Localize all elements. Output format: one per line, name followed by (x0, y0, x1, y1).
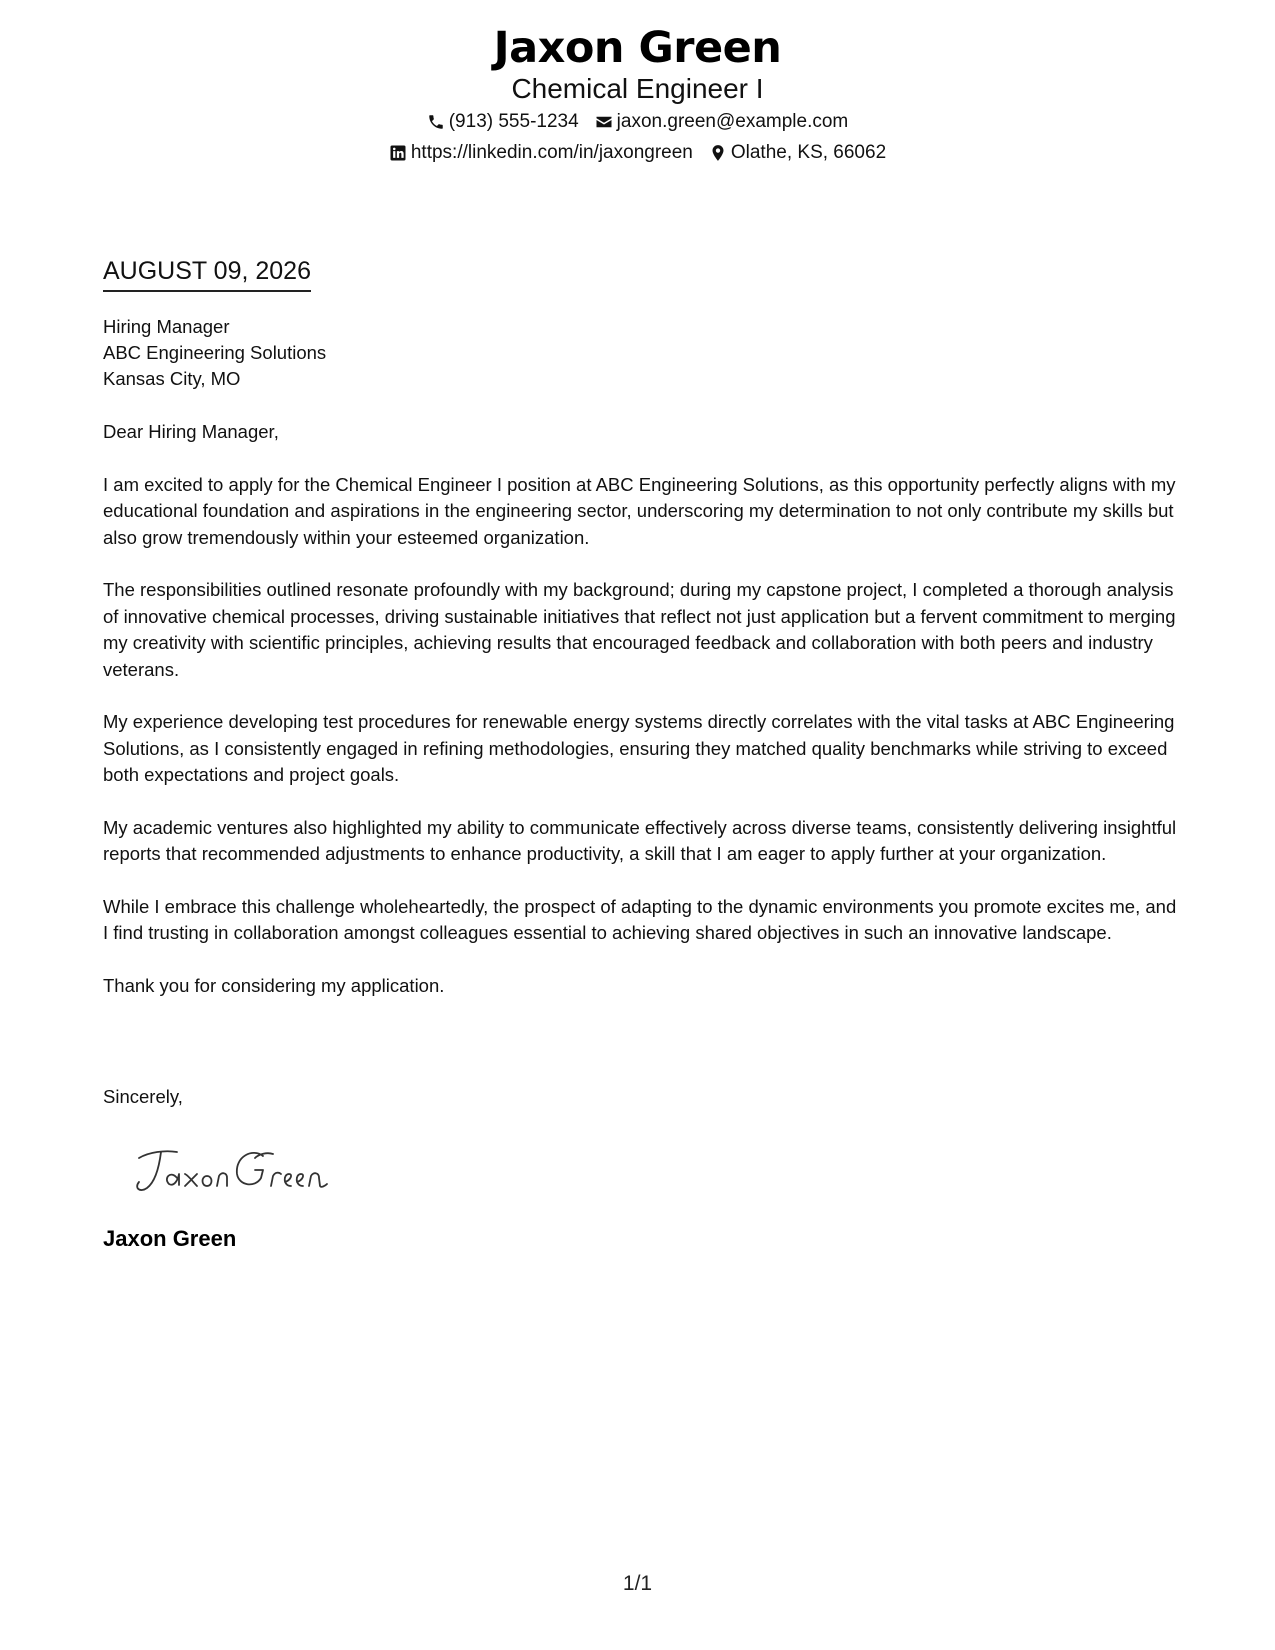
envelope-icon (595, 113, 613, 131)
contact-row-primary (0, 109, 1275, 135)
body-paragraph: My academic ventures also highlighted my ability to communicate effectively across diverse teams, consistently delivering insightful reports that recommended adjustments to enhance productivity, a skill that I am eager to apply further at your organization. (103, 816, 1177, 864)
recipient-block (103, 314, 326, 392)
body-paragraph: My experience developing test procedures for renewable energy systems directly correlates with the vital tasks at ABC Engineering Solutions, as I consistently engaged in refining methodologies, ensuring they matched quality benchmarks while striving to exceed both expectations and project goals. (103, 711, 1175, 785)
linkedin-contact[interactable] (389, 140, 693, 166)
body-paragraph: The responsibilities outlined resonate profoundly with my background; during my capstone project, I completed a thorough analysis of innovative chemical processes, driving sustainable initiatives that reflect not just application but a fervent commitment to merging my creativity with scientific principles, achieving results that encouraged feedback and collaboration with both peers and industry veterans. (103, 579, 1176, 680)
phone-icon (427, 113, 445, 131)
phone-contact (427, 109, 579, 135)
handwritten-signature (131, 1140, 341, 1200)
body-paragraph: Thank you for considering my application. (103, 974, 445, 996)
applicant-name: Jaxon Green (493, 23, 782, 73)
body-paragraph: While I embrace this challenge wholeheartedly, the prospect of adapting to the dynamic environments you promote excites me, and I find trusting in collaboration amongst colleagues essential to achieving shared objectives in such an innovative landscape. (103, 895, 1177, 943)
email-address[interactable]: jaxon.green@example.com (616, 111, 849, 132)
salutation: Dear Hiring Manager, (103, 421, 279, 442)
map-marker-icon (709, 144, 727, 162)
linkedin-url[interactable]: https://linkedin.com/in/jaxongreen (410, 142, 693, 163)
closing: Sincerely, (103, 1086, 183, 1107)
letter-date: AUGUST 09, 2026 (103, 255, 311, 292)
phone-number: (913) 555-1234 (448, 111, 579, 132)
email-contact[interactable] (595, 109, 849, 135)
letter-body (103, 419, 1183, 1025)
location-contact (709, 140, 886, 166)
linkedin-icon (389, 144, 407, 162)
recipient-line: Hiring Manager (103, 316, 230, 337)
body-paragraph: I am excited to apply for the Chemical Engineer I position at ABC Engineering Solutions, as this opportunity perfectly aligns with my educational foundation and aspirations in the engineering sector, underscoring my determination to not only contribute my skills but also grow tremendously within your esteemed organization. (103, 473, 1176, 548)
signer-name: Jaxon Green (103, 1226, 237, 1251)
page-number: 1/1 (622, 1572, 653, 1595)
letter-header (0, 22, 1275, 166)
recipient-line: ABC Engineering Solutions (103, 342, 327, 363)
recipient-line: Kansas City, MO (103, 368, 241, 389)
applicant-title: Chemical Engineer I (511, 73, 764, 104)
contact-row-secondary (0, 140, 1275, 166)
location-text: Olathe, KS, 66062 (730, 142, 887, 163)
